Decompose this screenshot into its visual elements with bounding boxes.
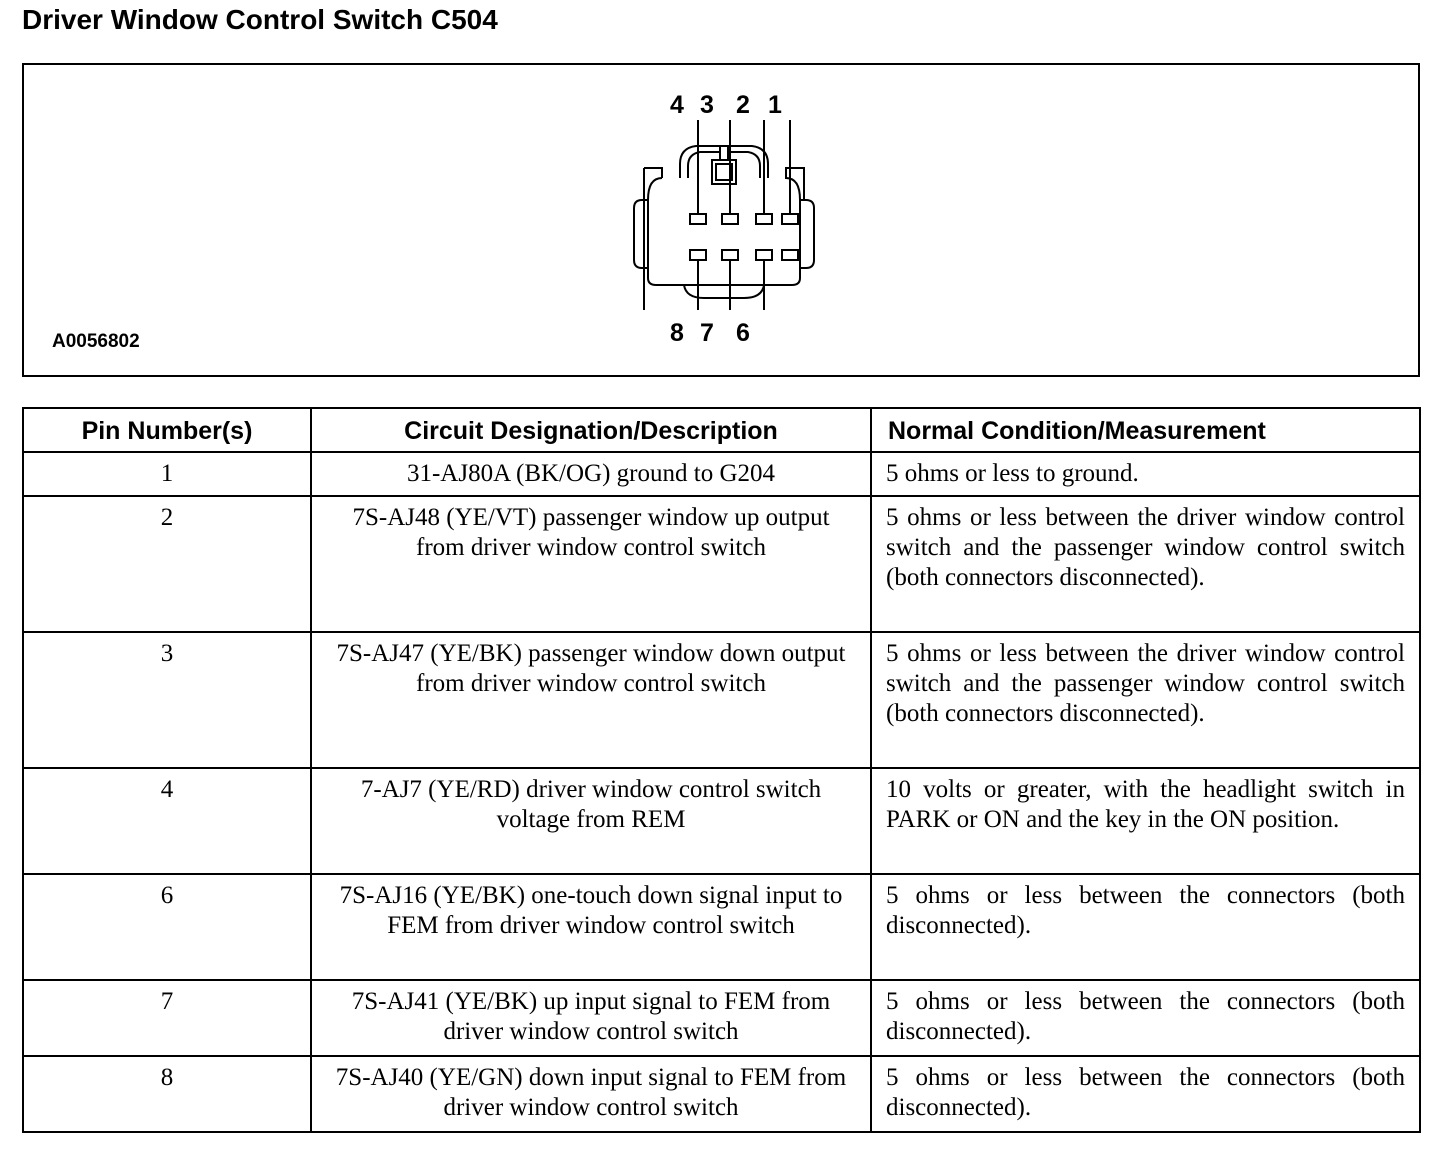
pin-label-6: 6 [736, 319, 750, 347]
cell-circuit: 7S-AJ47 (YE/BK) passenger window down output from driver window control switch [311, 632, 871, 768]
connector-figure [22, 63, 1420, 377]
header-circuit: Circuit Designation/Description [311, 408, 871, 452]
cell-measurement: 5 ohms or less between the connectors (both disconnected). [871, 874, 1420, 980]
cell-pin: 7 [23, 980, 311, 1056]
pin-label-4: 4 [670, 91, 684, 119]
pin-label-3: 3 [700, 91, 714, 119]
pin-label-7: 7 [700, 319, 714, 347]
page-title: Driver Window Control Switch C504 [22, 4, 498, 35]
cell-pin: 1 [23, 452, 311, 496]
table-row [23, 768, 1420, 874]
table-row [23, 452, 1420, 496]
cell-measurement: 10 volts or greater, with the headlight switch in PARK or ON and the key in the ON position. [871, 768, 1420, 874]
cell-circuit: 7S-AJ16 (YE/BK) one-touch down signal input to FEM from driver window control switch [311, 874, 871, 980]
header-pin-numbers: Pin Number(s) [23, 408, 311, 452]
table-row [23, 980, 1420, 1056]
connector-drawing [624, 120, 824, 310]
table-row [23, 632, 1420, 768]
cell-circuit: 7S-AJ40 (YE/GN) down input signal to FEM from driver window control switch [311, 1056, 871, 1132]
cell-pin: 6 [23, 874, 311, 980]
cell-measurement: 5 ohms or less between the driver window control switch and the passenger window control switch (both connectors disconnected). [871, 632, 1420, 768]
cell-pin: 8 [23, 1056, 311, 1132]
cell-circuit: 31-AJ80A (BK/OG) ground to G204 [311, 452, 871, 496]
pin-label-1: 1 [768, 91, 782, 119]
header-measurement: Normal Condition/Measurement [871, 408, 1420, 452]
table-row [23, 496, 1420, 632]
cell-pin: 4 [23, 768, 311, 874]
cell-measurement: 5 ohms or less to ground. [871, 452, 1420, 496]
table-row [23, 874, 1420, 980]
cell-circuit: 7S-AJ48 (YE/VT) passenger window up output from driver window control switch [311, 496, 871, 632]
cell-circuit: 7-AJ7 (YE/RD) driver window control switch voltage from REM [311, 768, 871, 874]
pinout-table [22, 407, 1421, 1133]
pin-label-8: 8 [670, 319, 684, 347]
figure-id: A0056802 [52, 331, 140, 352]
cell-measurement: 5 ohms or less between the connectors (both disconnected). [871, 980, 1420, 1056]
cell-measurement: 5 ohms or less between the driver window control switch and the passenger window control switch (both connectors disconnected). [871, 496, 1420, 632]
table-row [23, 1056, 1420, 1132]
cell-pin: 3 [23, 632, 311, 768]
cell-circuit: 7S-AJ41 (YE/BK) up input signal to FEM from driver window control switch [311, 980, 871, 1056]
cell-measurement: 5 ohms or less between the connectors (both disconnected). [871, 1056, 1420, 1132]
cell-pin: 2 [23, 496, 311, 632]
table-header-row [23, 408, 1420, 452]
pin-label-2: 2 [736, 91, 750, 119]
